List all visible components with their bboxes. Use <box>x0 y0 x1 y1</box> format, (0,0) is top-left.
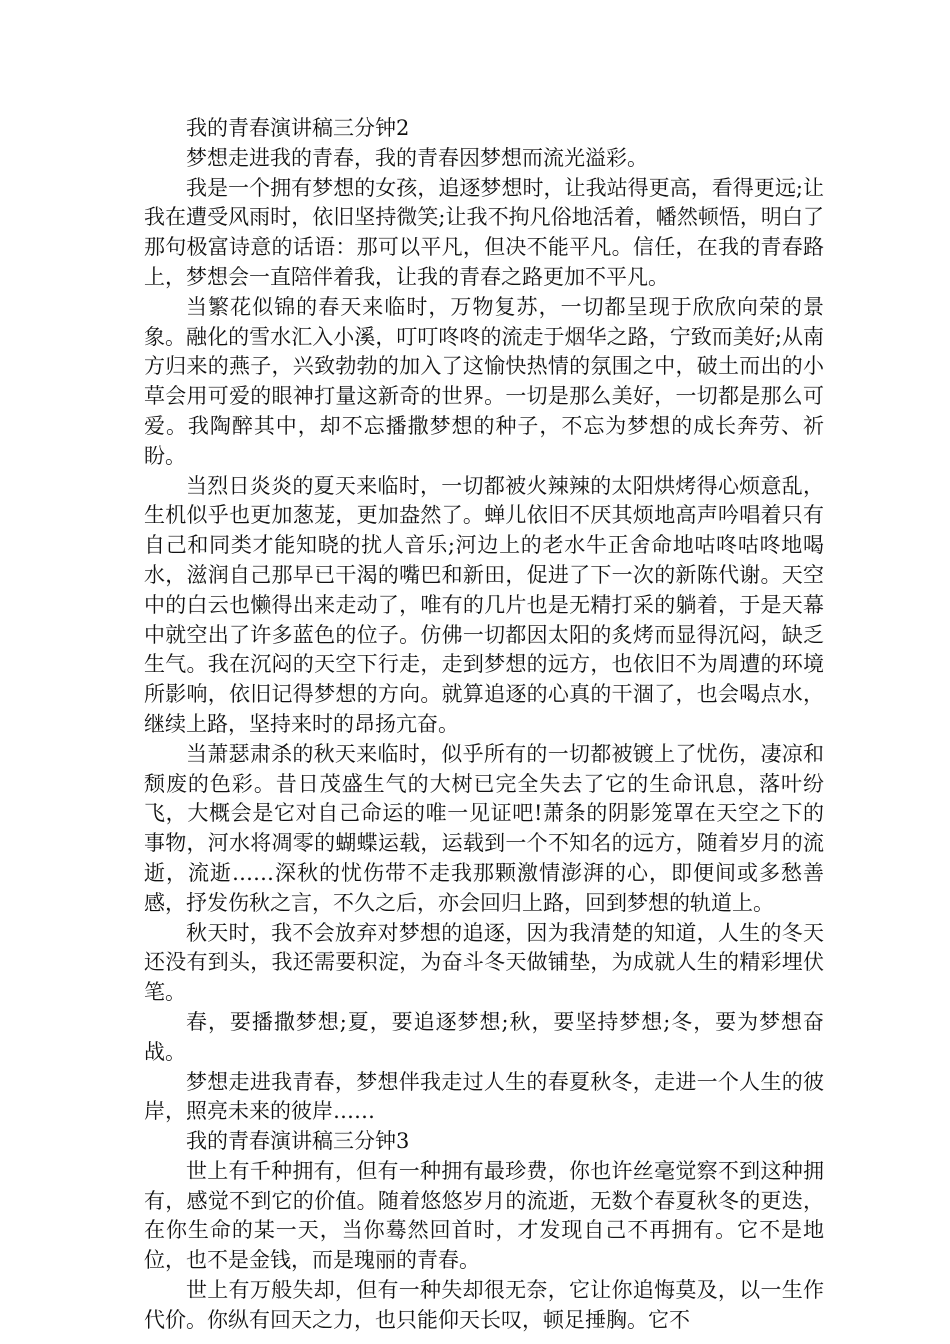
section-heading: 我的青春演讲稿三分钟2 <box>186 116 410 140</box>
paragraph: 当烈日炎炎的夏天来临时，一切都被火辣辣的太阳烘烤得心烦意乱，生机似乎也更加葱茏，更加盎然了。蝉儿依旧不厌其烦地高声吟唱着只有自己和同类才能知晓的扰人音乐;河边上的老水牛正舍命地咕咚咕咚地喝水，滋润自己那早已干渴的嘴巴和新田，促进了下一次的新陈代谢。天空中的白云也懒得出来走动了，唯有的几片也是无精打采的躺着，于是天幕中就空出了许多蓝色的位子。仿佛一切都因太阳的炙烤而显得沉闷，缺乏生气。我在沉闷的天空下行走，走到梦想的远方，也依旧不为周遭的环境所影响，依旧记得梦想的方向。就算追逐的心真的干涸了，也会喝点水，继续上路，坚持来时的昂扬亢奋。 <box>144 473 824 736</box>
document-page <box>144 114 824 1336</box>
paragraph: 春，要播撒梦想;夏，要追逐梦想;秋，要坚持梦想;冬，要为梦想奋战。 <box>144 1009 824 1064</box>
paragraph: 梦想走进我青春，梦想伴我走过人生的春夏秋冬，走进一个人生的彼岸，照亮未来的彼岸…… <box>144 1069 824 1124</box>
paragraph: 秋天时，我不会放弃对梦想的追逐，因为我清楚的知道，人生的冬天还没有到头，我还需要积淀，为奋斗冬天做铺垫，为成就人生的精彩埋伏笔。 <box>144 920 824 1005</box>
paragraph: 世上有千种拥有，但有一种拥有最珍费，你也许丝毫觉察不到这种拥有，感觉不到它的价值。随着悠悠岁月的流逝，无数个春夏秋冬的更迭，在你生命的某一天，当你蓦然回首时，才发现自己不再拥有。它不是地位，也不是金钱，而是瑰丽的青春。 <box>144 1158 824 1273</box>
paragraph: 我是一个拥有梦想的女孩，追逐梦想时，让我站得更高，看得更远;让我在遭受风雨时，依旧坚持微笑;让我不拘凡俗地活着，幡然顿悟，明白了那句极富诗意的话语：那可以平凡，但决不能平凡。信任，在我的青春路上，梦想会一直陪伴着我，让我的青春之路更加不平凡。 <box>144 175 824 289</box>
paragraph: 当萧瑟肃杀的秋天来临时，似乎所有的一切都被镀上了忧伤，凄凉和颓废的色彩。昔日茂盛生气的大树已完全失去了它的生命讯息，落叶纷飞，大概会是它对自己命运的唯一见证吧!萧条的阴影笼罩在天空之下的事物，河水将凋零的蝴蝶运载，运载到一个不知名的远方，随着岁月的流逝，流逝……深秋的忧伤带不走我那颗激情澎湃的心，即便间或多愁善感，抒发伤秋之言，不久之后，亦会回归上路，回到梦想的轨道上。 <box>144 741 824 915</box>
paragraph: 梦想走进我的青春，我的青春因梦想而流光溢彩。 <box>186 145 648 170</box>
paragraph: 世上有万般失却，但有一种失却很无奈，它让你追悔莫及，以一生作代价。你纵有回天之力，也只能仰天长叹，顿足捶胸。它不 <box>144 1278 824 1332</box>
paragraph: 当繁花似锦的春天来临时，万物复苏，一切都呈现于欣欣向荣的景象。融化的雪水汇入小溪，叮叮咚咚的流走于烟华之路，宁致而美好;从南方归来的燕子，兴致勃勃的加入了这愉快热情的氛围之中，破土而出的小草会用可爱的眼神打量这新奇的世界。一切是那么美好，一切都是那么可爱。我陶醉其中，却不忘播撒梦想的种子，不忘为梦想的成长奔劳、祈盼。 <box>144 294 824 468</box>
section-heading: 我的青春演讲稿三分钟3 <box>186 1129 410 1154</box>
